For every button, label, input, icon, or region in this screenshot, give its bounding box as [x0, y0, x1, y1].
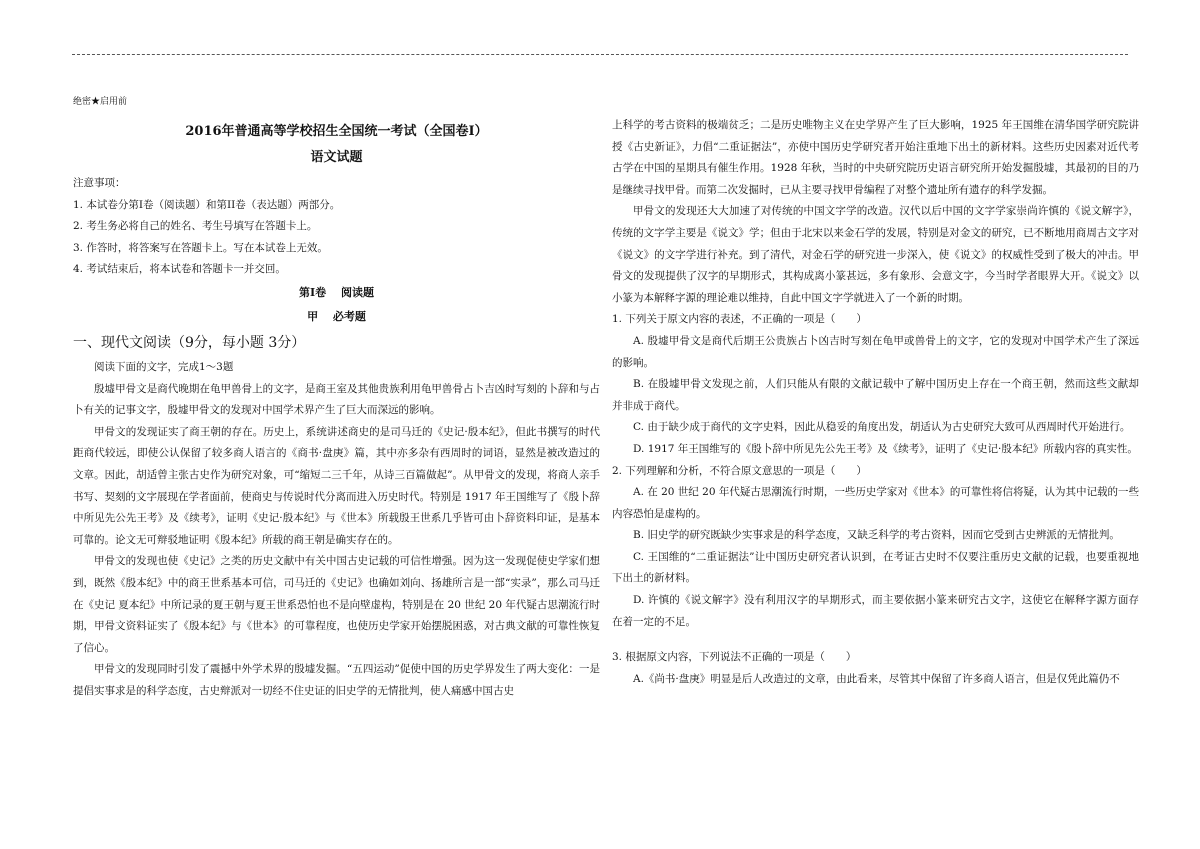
passage-paragraph: 甲骨文的发现还大大加速了对传统的中国文字学的改造。汉代以后中国的文字学家崇尚许慎的《说文解字》，传统的文字学主要是《说文》学；但由于北宋以来金石学的发展，特别是对金文的研究，已不断地用商周古文字对《说文》的文字学进行补充。到了清代，对金石学的研究进一步深入，使《说文》的权威性受到了极大的冲击。甲骨文的发现提供了汉字的早期形式，其构成离小篆甚远，多有象形、会意文字，今当时学者眼界大开。《说文》以小篆为本解释字源的理论难以维持，自此中国文字学就进入了一个新的时期。	[612, 205, 1139, 304]
exam-title: 2016年普通高等学校招生全国统一考试（全国卷Ⅰ）	[185, 124, 488, 139]
passage-paragraph: 甲骨文的发现同时引发了震撼中外学术界的殷墟发掘。“五四运动”促使中国的历史学界发生了两大变化：一是提倡实事求是的科学态度，古史辩派对一切经不住史证的旧史学的无情批判，使人痛感中国古史	[73, 663, 600, 697]
question-option: A.《尚书·盘庚》明显是后人改造过的文章，由此看来，尽管其中保留了许多商人语言，但是仅凭此篇仍不	[633, 672, 1120, 685]
section-heading: 一、现代文阅读（9分，每小题 3分）	[73, 334, 306, 351]
exam-subject: 语文试题	[310, 150, 363, 165]
question-option: B. 在殷墟甲骨文发现之前，人们只能从有限的文献记载中了解中国历史上存在一个商王朝，然而这些文献却并非成于商代。	[612, 378, 1139, 412]
passage-paragraph: 殷墟甲骨文是商代晚期在龟甲兽骨上的文字，是商王室及其他贵族利用龟甲兽骨占卜吉凶时写刻的卜辞和与占卜有关的记事文字，殷墟甲骨文的发现对中国学术界产生了巨大而深远的影响。	[73, 382, 600, 417]
part-subheading: 甲 必考题	[307, 309, 366, 323]
note-item: 1. 本试卷分第Ⅰ卷（阅读题）和第II卷（表达题）两部分。	[73, 198, 341, 211]
question-stem: 3. 根据原文内容，下列说法不正确的一项是（ ）	[612, 651, 857, 664]
left-column	[73, 93, 600, 702]
note-item: 2. 考生务必将自己的姓名、考生号填写在答题卡上。	[73, 220, 318, 233]
right-column	[612, 115, 1139, 690]
question-option: B. 旧史学的研究既缺少实事求是的科学态度，又缺乏科学的考古资料，因而它受到古史辨派的无情批判。	[633, 529, 1120, 542]
passage-paragraph: 上科学的考古资料的极端贫乏；二是历史唯物主义在史学界产生了巨大影响，1925 年王国维在清华国学研究院讲授《古史新证》，力倡“二重证据法”，亦使中国历史学研究者开始注重地下出土的新材料。这些历史因素对近代考古学在中国的星期具有催生作用。1928 年秋，当时的中央研究院历史语言研究所开始发掘殷墟，其最初的目的乃是继续寻找甲骨。而第二次发掘时，已从主要寻找甲骨编程了对整个遗址所有遗存的科学发掘。	[612, 119, 1139, 196]
passage-paragraph: 甲骨文的发现也使《史记》之类的历史文献中有关中国古史记载的可信性增强。因为这一发现促使史学家们想到，既然《殷本纪》中的商王世系基本可信，司马迁的《史记》也确如刘向、扬雄所言是一部“实录”，那么司马迁在《史记 夏本纪》中所记录的夏王朝与夏王世系恐怕也不是向壁虚构，特别是在 20 世纪 20 年代疑古思潮流行时期，甲骨文资料证实了《殷本纪》与《世本》的可靠程度，也使历史学家开始摆脱困惑，对古典文献的可靠性恢复了信心。	[73, 555, 600, 654]
question-option: C. 由于缺少成于商代的文字史料，因此从稳妥的角度出发，胡适认为古史研究大致可从西周时代开始进行。	[633, 421, 1131, 434]
top-rule	[72, 54, 1128, 55]
note-item: 3. 作答时，将答案写在答题卡上。写在本试卷上无效。	[73, 241, 328, 254]
question-option: C. 王国维的“二重证据法”让中国历史研究者认识到，在考证古史时不仅要注重历史文献的记载，也要重视地下出土的新材料。	[612, 550, 1139, 585]
passage-paragraph: 甲骨文的发现证实了商王朝的存在。历史上，系统讲述商史的是司马迁的《史记·殷本纪》，但此书撰写的时代距商代较远，即使公认保留了较多商人语言的《商书·盘庚》篇，其中亦多杂有西周时的词语，显然是被改造过的文章。因此，胡适曾主张古史作为研究对象，可“缩短二三千年，从诗三百篇做起”。从甲骨文的发现，将商人亲手书写、契刻的文字展现在学者面前，使商史与传说时代分离而进入历史时代。特别是 1917 年王国维写了《殷卜辞中所见先公先王考》及《续考》，证明《史记·殷本纪》与《世本》所载殷王世系几乎皆可由卜辞资料印证，是基本可靠的。论文无可辩驳地证明《殷本纪》所载的商王朝是确实存在的。	[73, 425, 600, 546]
question-stem: 1. 下列关于原文内容的表述，不正确的一项是（ ）	[612, 313, 867, 326]
note-item: 4. 考试结束后，将本试卷和答题卡一并交回。	[73, 263, 286, 276]
question-option: D. 1917 年王国维写的《殷卜辞中所见先公先王考》及《续考》，证明了《史记·殷本纪》所载内容的真实性。	[633, 442, 1138, 455]
question-option: D. 许慎的《说文解字》没有利用汉字的早期形式，而主要依据小篆来研究古文字，这使它在解释字源方面存在着一定的不足。	[612, 594, 1139, 628]
reading-instruction: 阅读下面的文字，完成1～3题	[94, 360, 234, 373]
confidential-mark: 绝密★启用前	[73, 97, 128, 107]
question-stem: 2. 下列理解和分析，不符合原文意思的一项是（ ）	[612, 464, 867, 477]
question-option: A. 在 20 世纪 20 年代疑古思潮流行时期，一些历史学家对《世本》的可靠性将信将疑，认为其中记载的一些内容恐怕是虚构的。	[612, 486, 1139, 520]
question-option: A. 殷墟甲骨文是商代后期王公贵族占卜凶吉时写刻在龟甲或兽骨上的文字，它的发现对中国学术产生了深远的影响。	[612, 334, 1139, 369]
notes-heading: 注意事项：	[73, 177, 126, 189]
part-heading: 第Ⅰ卷 阅读题	[299, 285, 374, 299]
